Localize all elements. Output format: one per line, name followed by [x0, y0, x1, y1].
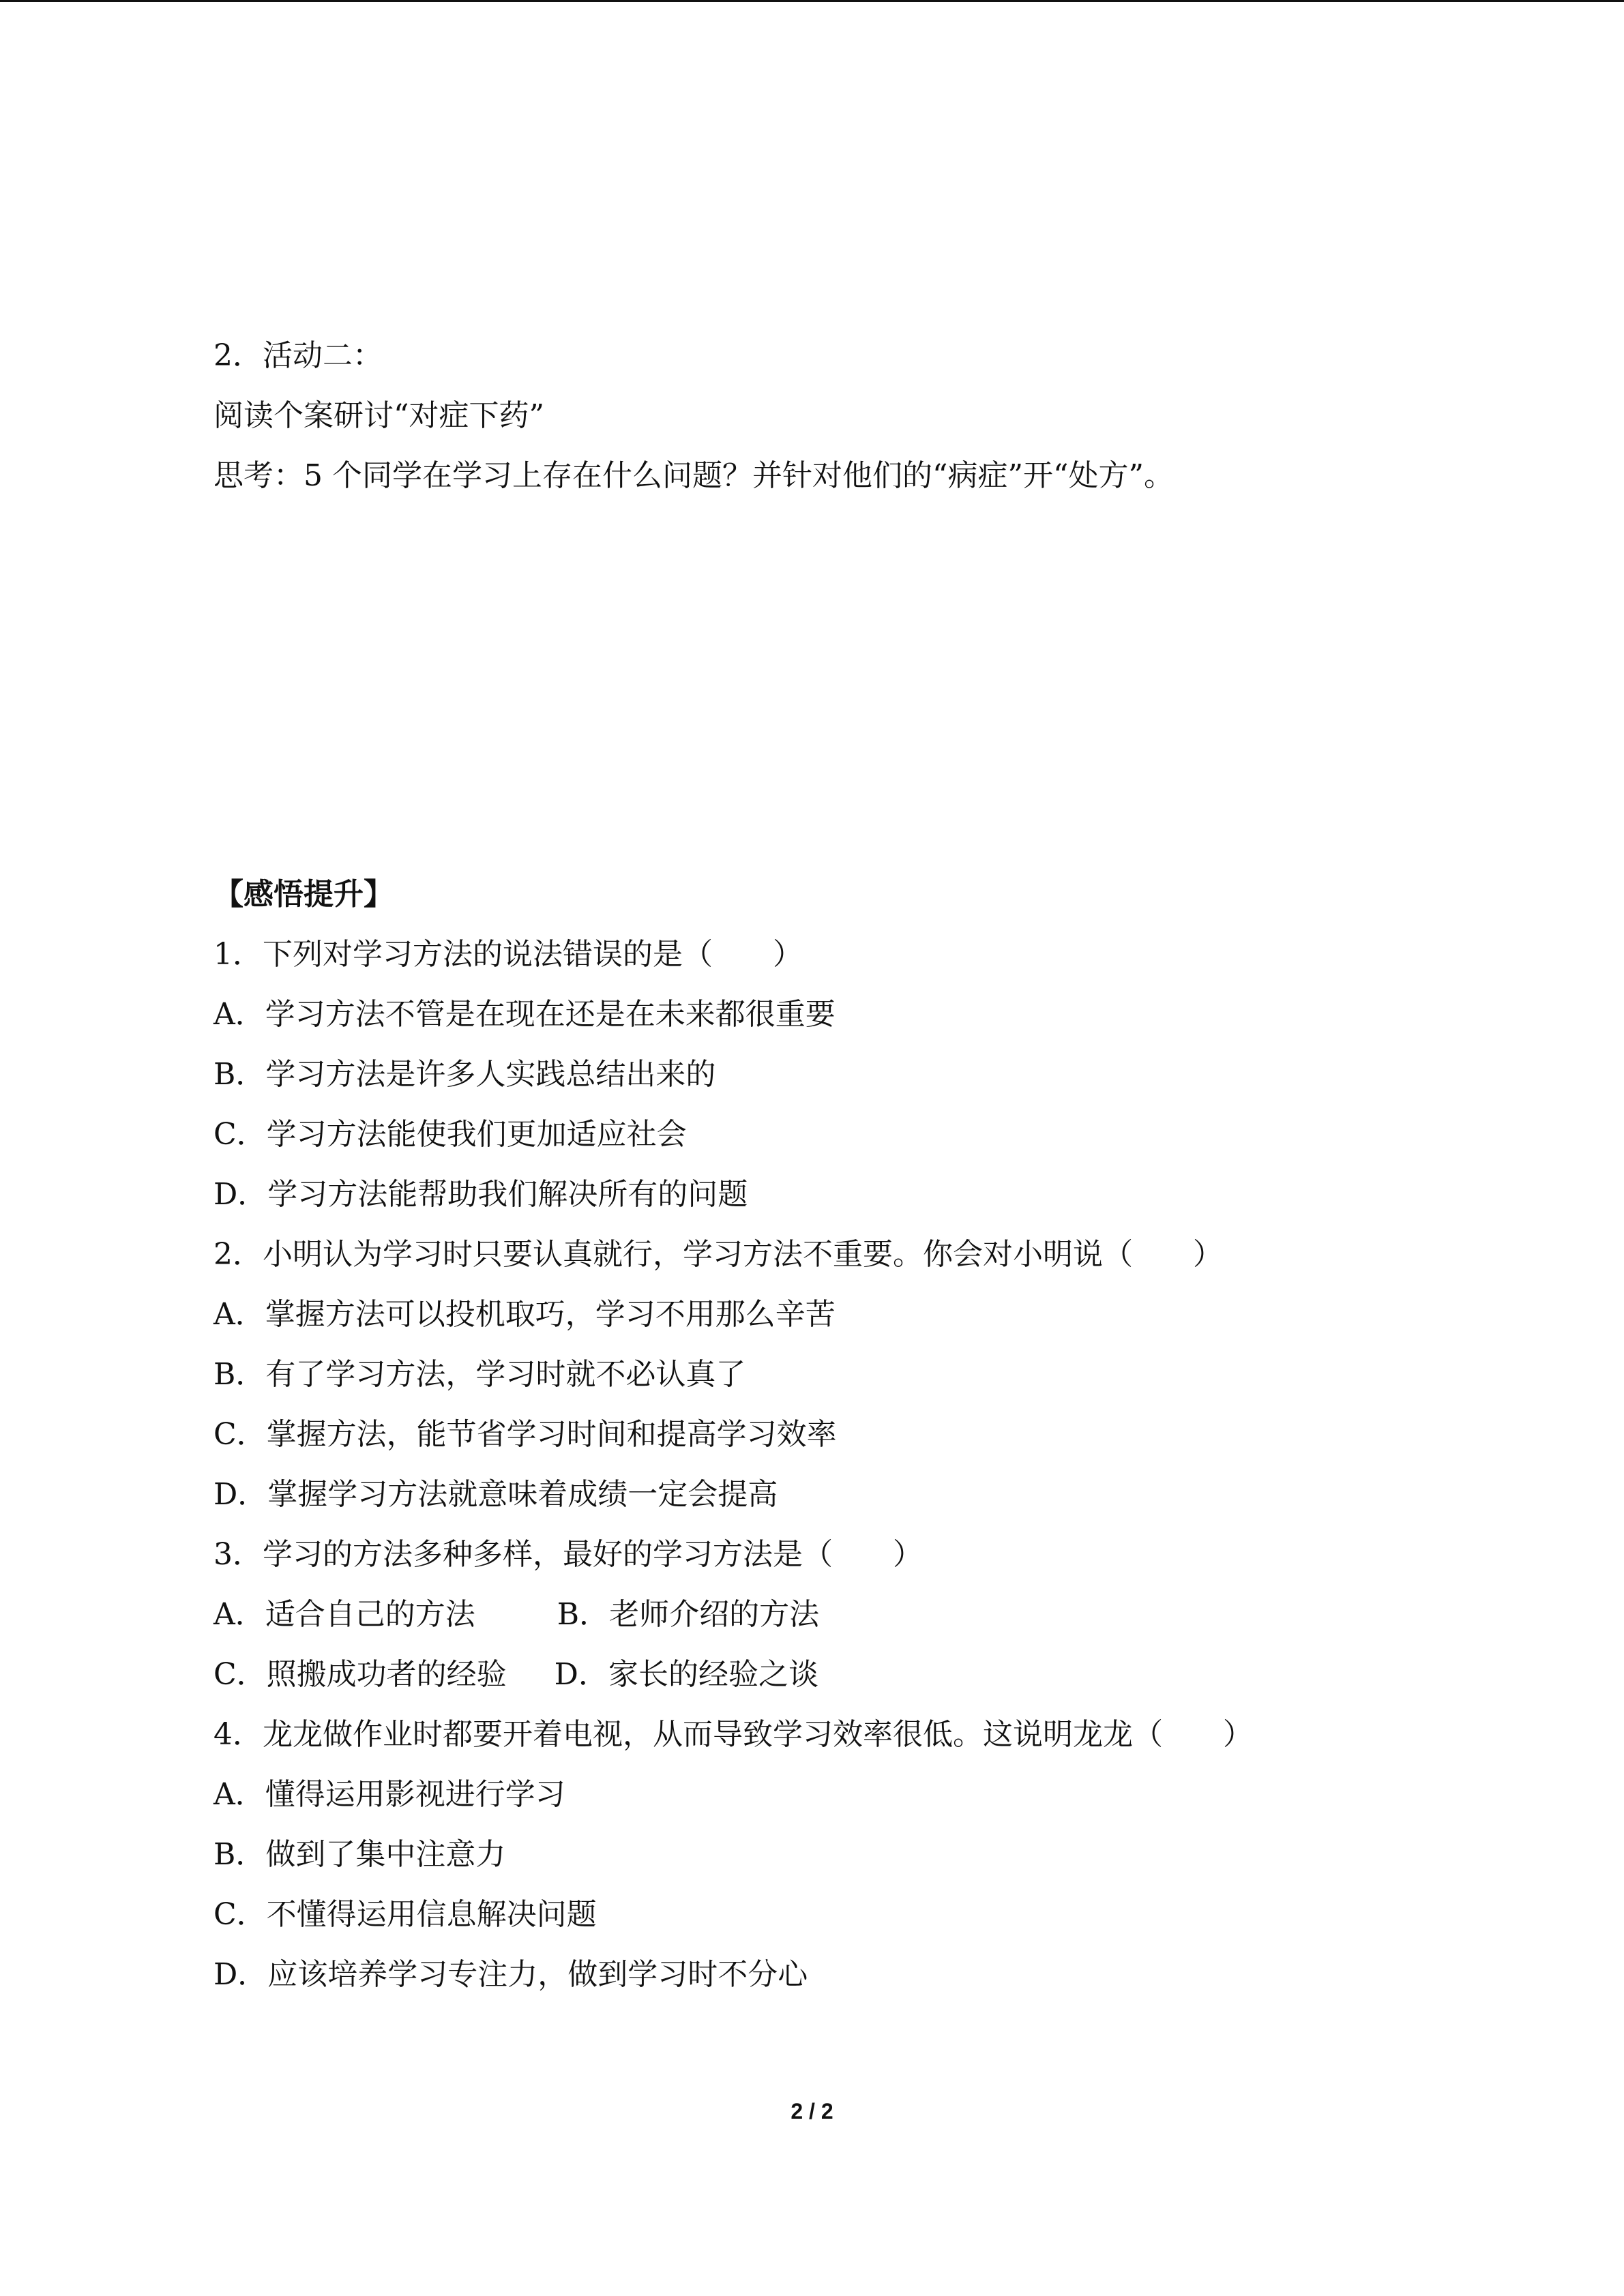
- question-2-option-c: C．掌握方法，能节省学习时间和提高学习效率: [213, 1417, 837, 1452]
- activity2-title: 2．活动二：: [213, 338, 383, 373]
- question-1-stem: 1．下列对学习方法的说法错误的是（ ）: [213, 937, 803, 972]
- page-number: 2 / 2: [791, 2099, 833, 2123]
- question-2-option-b: B．有了学习方法，学习时就不必认真了: [213, 1357, 746, 1392]
- question-4-option-a: A．懂得运用影视进行学习: [213, 1777, 565, 1812]
- question-4-option-d: D．应该培养学习专注力，做到学习时不分心: [213, 1957, 808, 1992]
- question-1-option-c: C．学习方法能使我们更加适应社会: [213, 1117, 687, 1152]
- question-3-option-d: D．家长的经验之谈: [554, 1657, 818, 1692]
- question-1-option-a: A．学习方法不管是在现在还是在未来都很重要: [213, 997, 836, 1032]
- section-heading: 【感悟提升】: [213, 877, 394, 912]
- question-1-option-d: D．学习方法能帮助我们解决所有的问题: [213, 1177, 748, 1212]
- question-3-option-a: A．适合自己的方法: [213, 1597, 475, 1632]
- question-3-option-b: B．老师介绍的方法: [557, 1597, 820, 1632]
- question-2-option-d: D．掌握学习方法就意味着成绩一定会提高: [213, 1477, 778, 1512]
- question-3-options-row-1: [213, 1585, 1441, 1645]
- question-3-options-row-2: [213, 1645, 1441, 1705]
- question-4-stem: 4．龙龙做作业时都要开着电视，从而导致学习效率很低。这说明龙龙（ ）: [213, 1717, 1253, 1752]
- reflection-section: [213, 865, 1441, 2005]
- activity2-line2: 思考：5 个同学在学习上存在什么问题？并针对他们的“病症”开“处方”。: [213, 458, 1174, 493]
- question-4-option-b: B．做到了集中注意力: [213, 1837, 506, 1872]
- question-3-option-c: C．照搬成功者的经验: [213, 1657, 507, 1692]
- activity2-block: [213, 326, 1441, 506]
- question-4-option-c: C．不懂得运用信息解决问题: [213, 1897, 597, 1932]
- top-border-rule: [0, 0, 1624, 2]
- question-2-option-a: A．掌握方法可以投机取巧，学习不用那么辛苦: [213, 1297, 836, 1332]
- question-3-stem: 3．学习的方法多种多样，最好的学习方法是（ ）: [213, 1537, 923, 1572]
- question-2-stem: 2．小明认为学习时只要认真就行，学习方法不重要。你会对小明说（ ）: [213, 1237, 1223, 1272]
- activity2-line1: 阅读个案研讨“对症下药”: [213, 398, 544, 433]
- question-1-option-b: B．学习方法是许多人实践总结出来的: [213, 1057, 716, 1092]
